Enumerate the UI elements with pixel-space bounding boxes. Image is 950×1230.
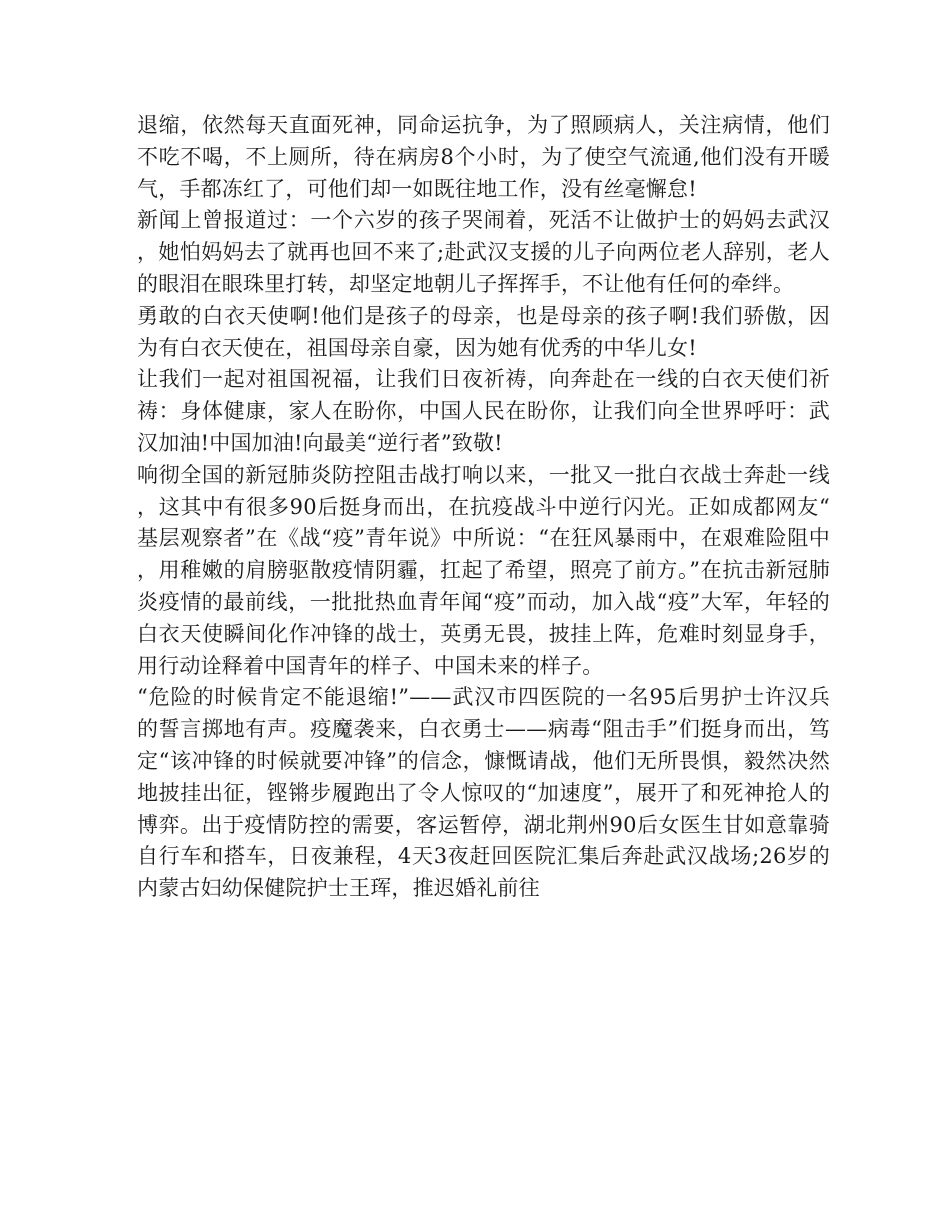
paragraph-brave-angels: 勇敢的白衣天使啊!他们是孩子的母亲，也是母亲的孩子啊!我们骄傲，因为有白衣天使在，祖国母亲自豪，因为她有优秀的中华儿女!: [137, 303, 830, 360]
article-body: [137, 110, 830, 905]
paragraph-dedication: 退缩，依然每天直面死神，同命运抗争，为了照顾病人，关注病情，他们不吃不喝，不上厕所，待在病房8个小时，为了使空气流通,他们没有开暖气，手都冻红了，可他们却一如既往地工作，没有丝毫懈怠!: [137, 113, 830, 201]
paragraph-news-report: 新闻上曾报道过：一个六岁的孩子哭闹着，死活不让做护士的妈妈去武汉，她怕妈妈去了就再也回不来了;赴武汉支援的儿子向两位老人辞别，老人的眼泪在眼珠里打转，却坚定地朝儿子挥挥手，不让他有任何的牵绊。: [137, 208, 830, 296]
paragraph-post90s: 响彻全国的新冠肺炎防控阻击战打响以来，一批又一批白衣战士奔赴一线，这其中有很多90后挺身而出，在抗疫战斗中逆行闪光。正如成都网友“基层观察者”在《战“疫”青年说》中所说：“在狂风暴雨中，在艰难险阻中，用稚嫩的肩膀驱散疫情阴霾，扛起了希望，照亮了前方。”在抗击新冠肺炎疫情的最前线，一批批热血青年闻“疫”而动，加入战“疫”大军，年轻的白衣天使瞬间化作冲锋的战士，英勇无畏，披挂上阵，危难时刻显身手，用行动诠释着中国青年的样子、中国未来的样子。: [137, 462, 830, 678]
paragraph-blessing: 让我们一起对祖国祝福，让我们日夜祈祷，向奔赴在一线的白衣天使们祈祷：身体健康，家人在盼你，中国人民在盼你，让我们向全世界呼吁：武汉加油!中国加油!向最美“逆行者”致敬!: [137, 367, 830, 455]
paragraph-oath: “危险的时候肯定不能退缩!”——武汉市四医院的一名95后男护士许汉兵的誓言掷地有声。疫魔袭来，白衣勇士——病毒“阻击手”们挺身而出，笃定“该冲锋的时候就要冲锋”的信念，慷慨请战，他们无所畏惧，毅然决然地披挂出征，铿锵步履跑出了令人惊叹的“加速度”，展开了和死神抢人的博弈。出于疫情防控的需要，客运暂停，湖北荆州90后女医生甘如意靠骑自行车和搭车，日夜兼程，4天3夜赶回医院汇集后奔赴武汉战场;26岁的内蒙古妇幼保健院护士王珲，推迟婚礼前往: [137, 685, 830, 901]
